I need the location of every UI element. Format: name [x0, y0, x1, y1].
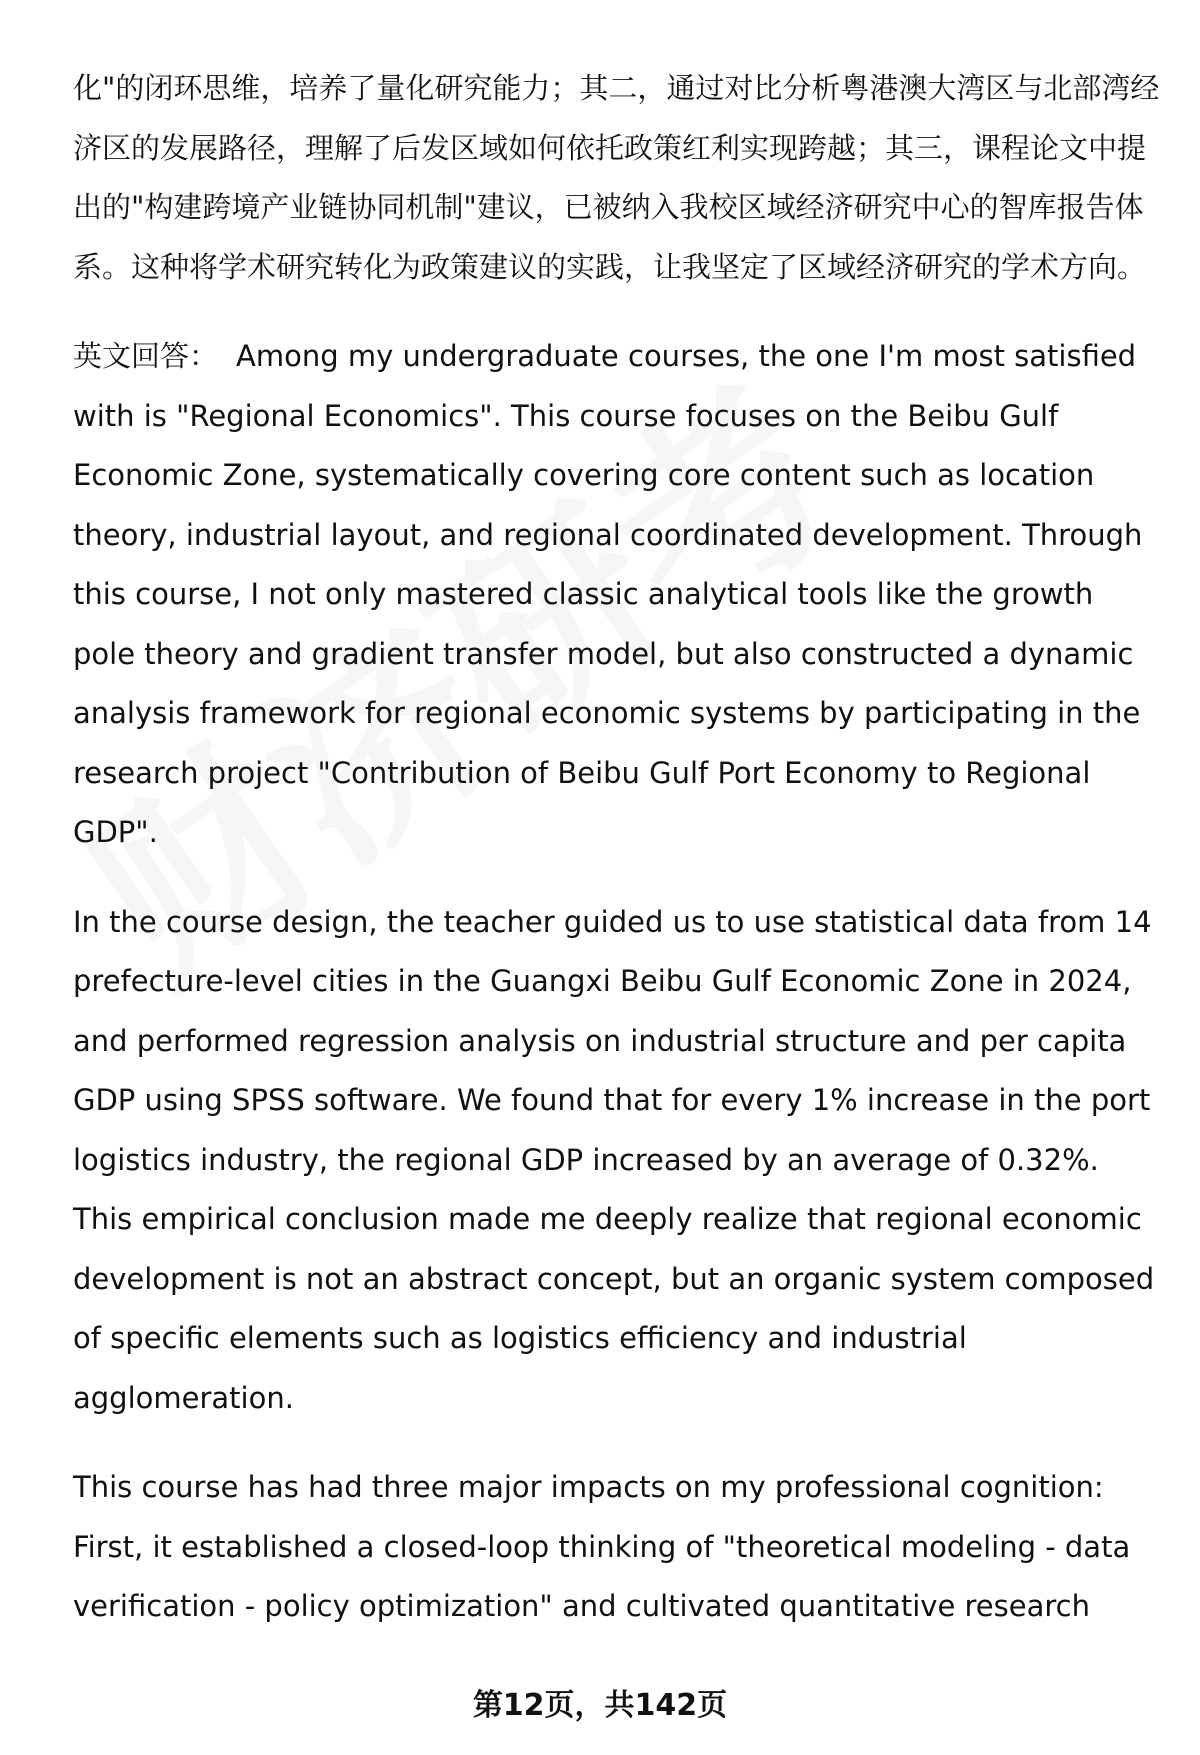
paragraph-course-impacts: This course has had three major impacts on my professional cognition: First, it established a closed-loop thinking of "theoretical modeling - data verification - policy optimization" and cultivated quantitative research: [73, 1470, 1131, 1623]
paragraph-english-answer: [73, 327, 1163, 863]
document-body: [73, 59, 1163, 1667]
english-answer-text: Among my undergraduate courses, the one I'm most satisfied with is "Regional Economics". This course focuses on the Beibu Gulf Economic Zone, systematically covering core content such as location theory, industrial layout, and regional coordinated development. Through this course, I not only mastered classic analytical tools like the growth pole theory and gradient transfer model, but also constructed a dynamic analysis framework for regional economic systems by participating in the research project "Contribution of Beibu Gulf Port Economy to Regional GDP".: [73, 339, 1143, 849]
paragraph-course-design: In the course design, the teacher guided us to use statistical data from 14 prefecture-level cities in the Guangxi Beibu Gulf Economic Zone in 2024, and performed regression analysis on industrial structure and per capita GDP using SPSS software. We found that for every 1% increase in the port logistics industry, the regional GDP increased by an average of 0.32%. This empirical conclusion made me deeply realize that regional economic development is not an abstract concept, but an organic system composed of specific elements such as logistics efficiency and industrial agglomeration.: [73, 904, 1155, 1415]
english-answer-label: 英文回答：: [73, 339, 219, 373]
page-number: 第12页，共142页: [472, 1688, 728, 1723]
paragraph-chinese-continuation: 化"的闭环思维，培养了量化研究能力；其二，通过对比分析粤港澳大湾区与北部湾经济区的发展路径，理解了后发区域如何依托政策红利实现跨越；其三，课程论文中提出的"构建跨境产业链协同机制"建议，已被纳入我校区域经济研究中心的智库报告体系。这种将学术研究转化为政策建议的实践，让我坚定了区域经济研究的学术方向。: [73, 71, 1160, 284]
